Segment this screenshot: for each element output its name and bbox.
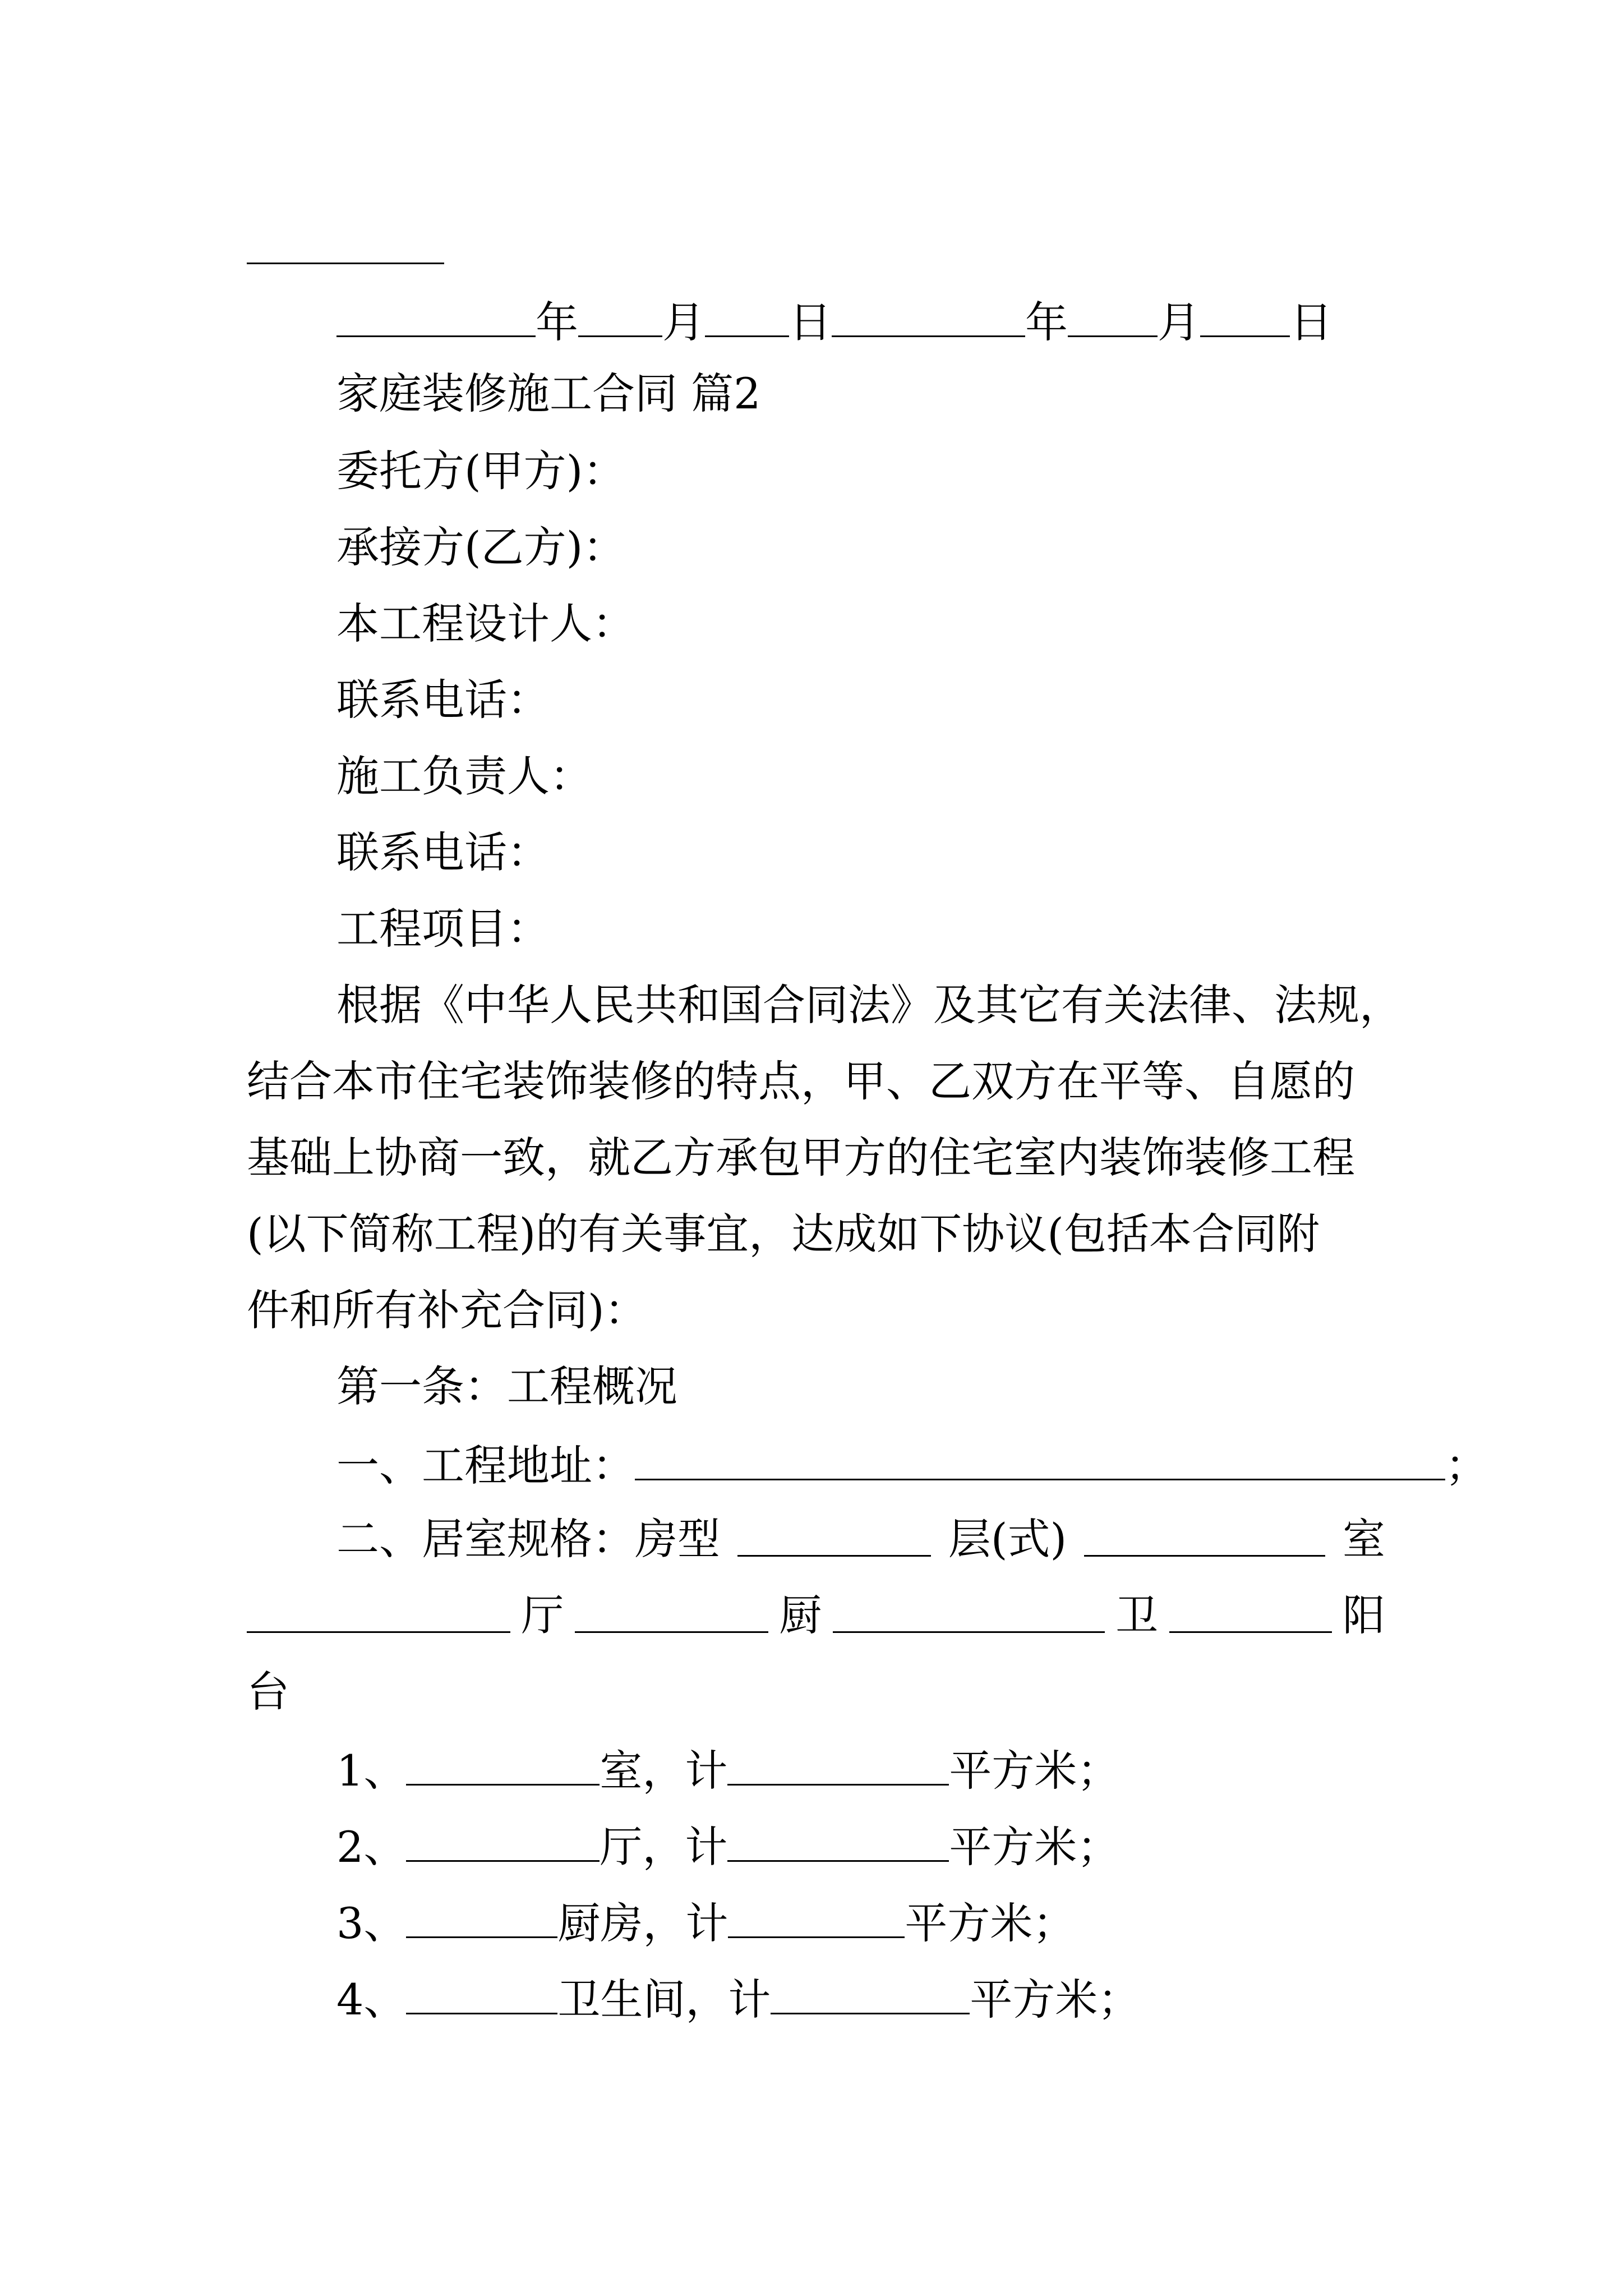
item-blank-a[interactable] [406, 1969, 557, 2014]
spec-floor: 层(式) [948, 1514, 1067, 1564]
item-unit: 平方米； [905, 1898, 1076, 1948]
item-unit: 平方米； [949, 1746, 1120, 1796]
address-line [247, 1435, 1488, 1491]
item-name: 厨房，计 [557, 1898, 728, 1948]
blank-house-type[interactable] [737, 1511, 931, 1557]
list-item [247, 1816, 1385, 1872]
field-foreman: 施工负责人： [336, 751, 592, 801]
field-project: 工程项目： [336, 904, 550, 954]
top-rule [247, 263, 444, 264]
intro-line-5: 件和所有补充合同)： [247, 1285, 647, 1335]
date-line [336, 292, 1385, 348]
spec-line-2 [247, 1588, 1385, 1644]
item-blank-b[interactable] [728, 1893, 905, 1938]
address-label: 一、工程地址： [336, 1441, 635, 1490]
item-blank-a[interactable] [406, 1740, 600, 1786]
spec-room: 室 [1343, 1514, 1385, 1564]
list-item [247, 1969, 1385, 2025]
list-item [247, 1893, 1385, 1949]
item-name: 厅，计 [600, 1822, 728, 1872]
field-phone-1: 联系电话： [336, 675, 550, 725]
address-end: ； [1445, 1441, 1488, 1490]
date-year2: 年 [1025, 297, 1068, 347]
blank-floor[interactable] [1084, 1511, 1325, 1557]
intro-line-4: (以下简称工程)的有关事宜，达成如下协议(包括本合同附 [247, 1209, 1320, 1259]
spec-balcony-a: 阳 [1342, 1590, 1385, 1640]
blank-day2[interactable] [1200, 292, 1290, 337]
spec-bath: 卫 [1115, 1590, 1159, 1640]
item-num: 4、 [336, 1975, 407, 2024]
field-designer: 本工程设计人： [336, 599, 635, 648]
item-num: 1、 [336, 1746, 407, 1796]
date-day2: 日 [1290, 297, 1332, 347]
date-year1: 年 [536, 297, 578, 347]
item-blank-b[interactable] [727, 1740, 949, 1786]
list-item [247, 1740, 1385, 1796]
spec-label: 二、居室规格：房型 [336, 1514, 720, 1564]
item-unit: 平方米； [949, 1822, 1120, 1872]
item-blank-b[interactable] [727, 1816, 949, 1862]
blank-year1[interactable] [336, 292, 536, 337]
date-month1: 月 [662, 297, 705, 347]
spec-kitchen: 厨 [779, 1590, 822, 1640]
blank-month2[interactable] [1068, 292, 1158, 337]
spec-hall: 厅 [521, 1590, 564, 1640]
spec-balcony-b: 台 [247, 1667, 289, 1717]
intro-line-1: 根据《中华人民共和国合同法》及其它有关法律、法规， [336, 980, 1402, 1030]
item-name: 室，计 [600, 1746, 728, 1796]
spec-line [247, 1511, 1385, 1567]
address-blank[interactable] [635, 1435, 1445, 1480]
blank-bath[interactable] [1169, 1588, 1332, 1633]
blank-room[interactable] [247, 1588, 510, 1633]
intro-line-3: 基础上协商一致，就乙方承包甲方的住宅室内装饰装修工程 [247, 1133, 1355, 1182]
field-client: 委托方(甲方)： [336, 446, 626, 496]
section-title: 家庭装修施工合同 篇2 [336, 369, 761, 418]
item-num: 2、 [336, 1822, 407, 1872]
item-blank-a[interactable] [406, 1893, 557, 1938]
item-num: 3、 [336, 1898, 407, 1948]
blank-day1[interactable] [705, 292, 789, 337]
blank-hall[interactable] [575, 1588, 768, 1633]
blank-kitchen[interactable] [833, 1588, 1105, 1633]
item-unit: 平方米； [970, 1975, 1141, 2024]
date-month2: 月 [1158, 297, 1200, 347]
blank-month1[interactable] [578, 292, 662, 337]
article-1-heading: 第一条：工程概况 [336, 1361, 677, 1411]
field-contractor: 承接方(乙方)： [336, 522, 626, 572]
item-blank-b[interactable] [771, 1969, 970, 2014]
field-phone-2: 联系电话： [336, 827, 550, 877]
date-day1: 日 [789, 297, 832, 347]
intro-line-2: 结合本市住宅装饰装修的特点，甲、乙双方在平等、自愿的 [247, 1056, 1355, 1106]
item-name: 卫生间，计 [557, 1975, 771, 2024]
blank-year2[interactable] [832, 292, 1025, 337]
item-blank-a[interactable] [406, 1816, 600, 1862]
